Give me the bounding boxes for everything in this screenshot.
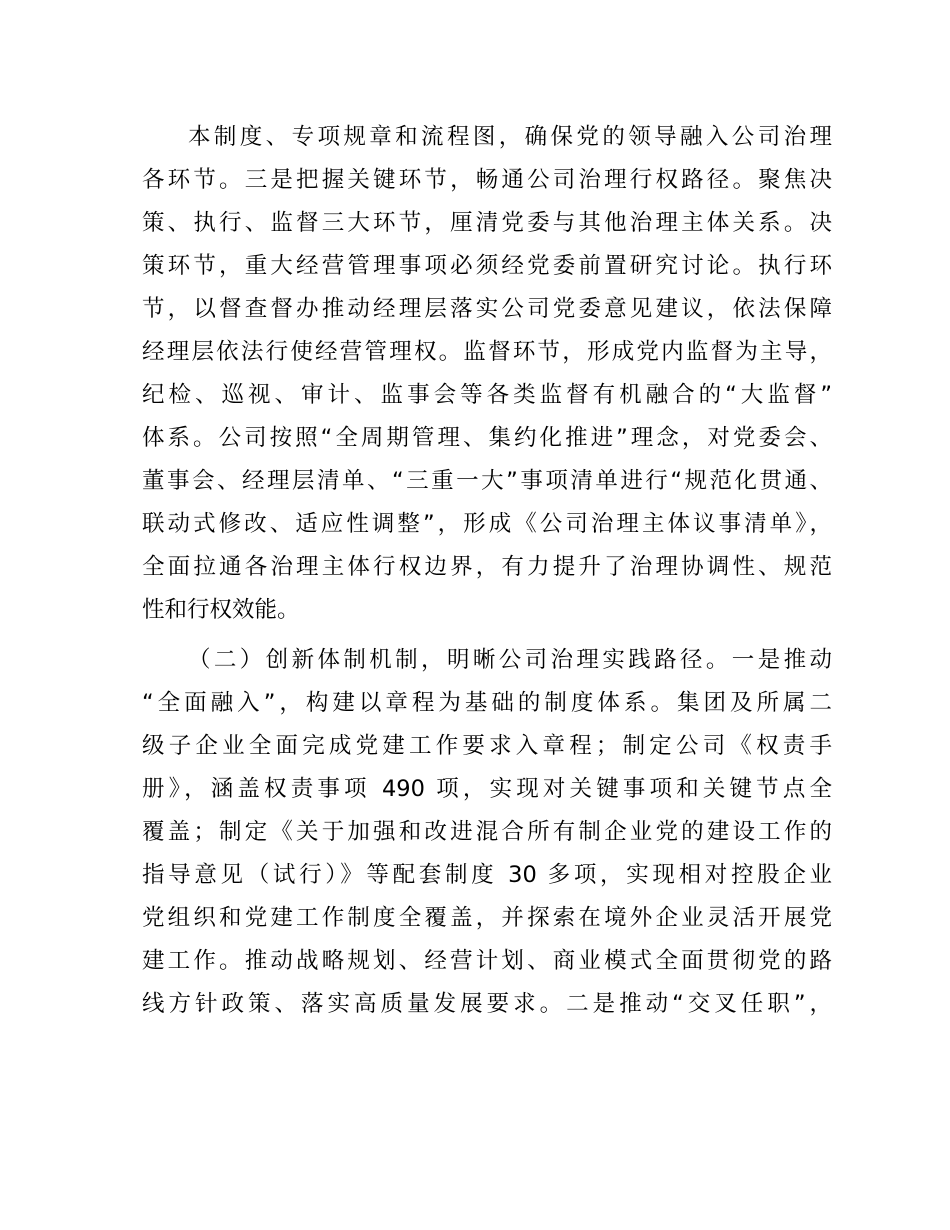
paragraph-1-line-8: 体系。公司按照“全周期管理、集约化推进”理念，对党委会、 [142,425,832,451]
paragraph-1-line-4: 策环节，重大经营管理事项必须经党委前置研究讨论。执行环 [142,253,832,279]
paragraph-2-line-5: 覆盖；制定《关于加强和改进混合所有制企业党的建设工作的 [142,819,832,845]
paragraph-1-line-10: 联动式修改、适应性调整”，形成《公司治理主体议事清单》， [142,511,832,537]
paragraph-1-line-12: 性和行权效能。 [142,597,300,623]
paragraph-2-line-6: 指导意见（试行）》等配套制度 30 多项，实现相对控股企业 [142,862,832,888]
paragraph-2-line-4: 册》，涵盖权责事项 490 项，实现对关键事项和关键节点全 [142,776,832,802]
paragraph-2-line-1: （二）创新体制机制，明晰公司治理实践路径。一是推动 [188,647,832,673]
paragraph-2-line-8: 建工作。推动战略规划、经营计划、商业模式全面贯彻党的路 [142,948,832,974]
paragraph-2-line-7: 党组织和党建工作制度全覆盖，并探索在境外企业灵活开展党 [142,905,832,931]
paragraph-2-line-3: 级子企业全面完成党建工作要求入章程；制定公司《权责手 [142,733,832,759]
paragraph-1-line-1: 本制度、专项规章和流程图，确保党的领导融入公司治理 [188,124,832,150]
paragraph-1-line-5: 节，以督查督办推动经理层落实公司党委意见建议，依法保障 [142,296,832,322]
paragraph-1-line-11: 全面拉通各治理主体行权边界，有力提升了治理协调性、规范 [142,554,832,580]
paragraph-1-line-6: 经理层依法行使经营管理权。监督环节，形成党内监督为主导， [142,339,832,365]
paragraph-1-line-7: 纪检、巡视、审计、监事会等各类监督有机融合的“大监督” [142,382,832,408]
paragraph-1-line-2: 各环节。三是把握关键环节，畅通公司治理行权路径。聚焦决 [142,167,832,193]
paragraph-2-line-9: 线方针政策、落实高质量发展要求。二是推动“交叉任职”， [142,991,832,1017]
paragraph-1-line-3: 策、执行、监督三大环节，厘清党委与其他治理主体关系。决 [142,210,832,236]
paragraph-2-line-2: “全面融入”，构建以章程为基础的制度体系。集团及所属二 [142,690,832,716]
paragraph-1-line-9: 董事会、经理层清单、“三重一大”事项清单进行“规范化贯通、 [142,468,832,494]
